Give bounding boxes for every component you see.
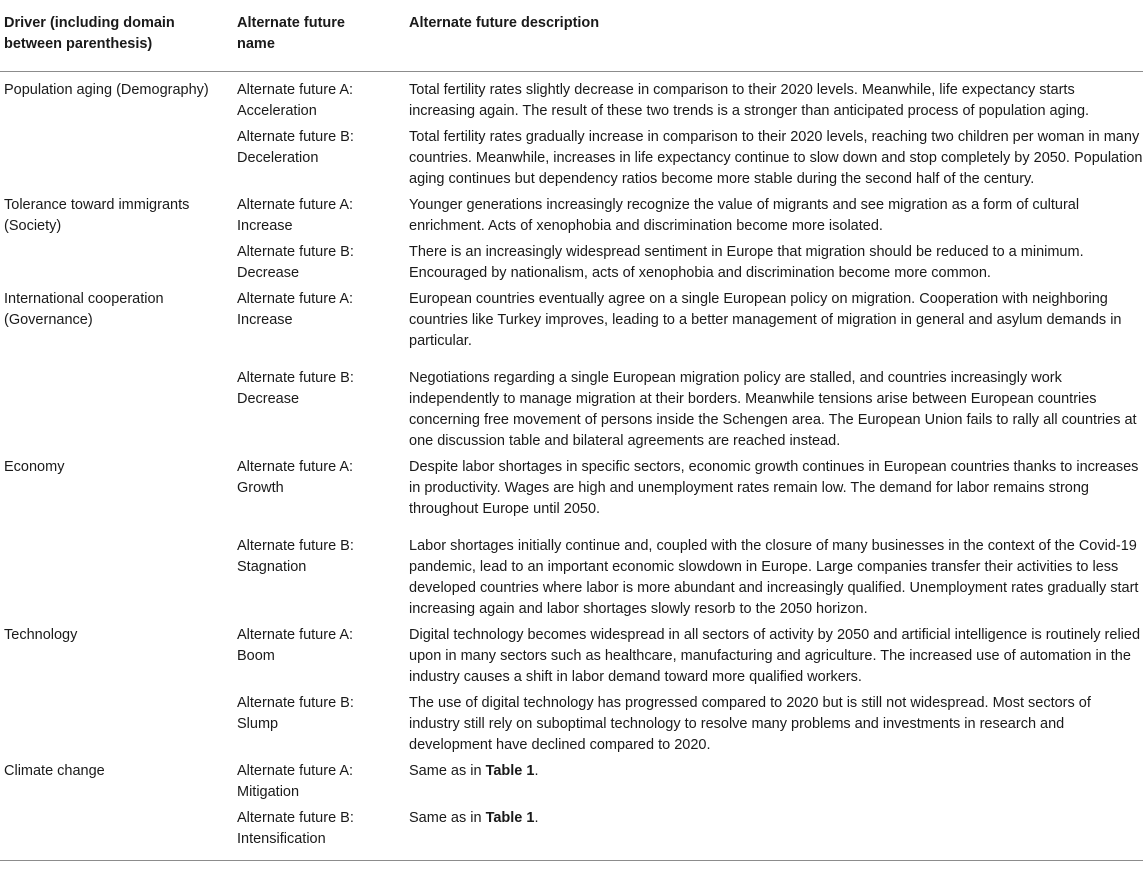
- header-name: Alternate future name: [233, 10, 405, 72]
- future-name-cell: Alternate future B: Decrease: [237, 370, 354, 407]
- future-name-cell: Alternate future B: Deceleration: [237, 129, 354, 166]
- table-1-reference-link[interactable]: Table 1: [485, 763, 535, 779]
- table-row: [0, 284, 1143, 352]
- future-name-cell: Alternate future A: Growth: [237, 459, 354, 496]
- future-name-cell: Alternate future A: Mitigation: [237, 763, 354, 800]
- driver-cell: Tolerance toward immigrants (Society): [4, 197, 190, 234]
- table-1-reference-link[interactable]: Table 1: [485, 810, 535, 826]
- driver-cell: International cooperation (Governance): [4, 291, 164, 328]
- driver-cell-empty: [0, 237, 233, 284]
- table-row: [0, 190, 1143, 237]
- table-row: [0, 620, 1143, 688]
- table-row: [0, 72, 1143, 123]
- driver-cell-empty: [0, 520, 233, 620]
- desc-prefix: Same as in: [409, 763, 486, 779]
- future-description-cell: Digital technology becomes widespread in all sectors of activity by 2050 and artificial intelligence is routinely relied upon in many sectors such as healthcare, manufacturing and agriculture. The increased use of automation in the industry causes a shift in labor demand toward more qualified workers.: [409, 627, 1141, 685]
- future-name-cell: Alternate future B: Decrease: [237, 244, 354, 281]
- future-description-cell: European countries eventually agree on a single European policy on migration. Cooperation with neighboring countries like Turkey improves, leading to a better management of migration in general and asylum demands in particular.: [409, 291, 1122, 349]
- driver-cell: Economy: [4, 459, 65, 475]
- desc-suffix: .: [534, 810, 539, 826]
- alternate-futures-table: [0, 10, 1143, 861]
- desc-prefix: Same as in: [409, 810, 486, 826]
- table-row: [0, 352, 1143, 452]
- future-description-cell: Despite labor shortages in specific sectors, economic growth continues in European countries thanks to increases in productivity. Wages are high and unemployment rates remain low. The demand for labor remains strong throughout Europe until 2050.: [409, 459, 1139, 517]
- header-driver: Driver (including domain between parenthesis): [0, 10, 233, 72]
- future-name-cell: Alternate future A: Acceleration: [237, 82, 354, 119]
- future-description-cell: Total fertility rates gradually increase in comparison to their 2020 levels, reaching two children per woman in many countries. Meanwhile, increases in life expectancy continue to slow down and stop completely by 2050. Population aging continues but dependency ratios become more stable during the second half of the century.: [409, 129, 1143, 187]
- future-description-cell: Labor shortages initially continue and, coupled with the closure of many businesses in the context of the Covid-19 pandemic, lead to an important economic slowdown in Europe. Large companies transfer their activities to less developed countries where labor is more abundant and increasingly qualified. Unemployment rates gradually start increasing again and labor shortages slowly resorb to the 2050 horizon.: [409, 538, 1139, 617]
- table-row: [0, 237, 1143, 284]
- future-description-cell: [405, 803, 1143, 861]
- table-row: [0, 756, 1143, 803]
- future-name-cell: Alternate future B: Intensification: [233, 803, 405, 861]
- table-row: [0, 520, 1143, 620]
- driver-cell-empty: [0, 688, 233, 756]
- driver-cell: Climate change: [4, 763, 105, 779]
- driver-cell-empty: [0, 352, 233, 452]
- driver-cell-empty: [0, 122, 233, 190]
- future-description-cell: [405, 756, 1143, 803]
- future-description-cell: Younger generations increasingly recognize the value of migrants and see migration as a form of cultural enrichment. Acts of xenophobia and discrimination become more isolated.: [409, 197, 1080, 234]
- table-row: [0, 452, 1143, 520]
- desc-suffix: .: [534, 763, 539, 779]
- driver-cell: Population aging (Demography): [4, 82, 209, 98]
- driver-cell-empty: [0, 803, 233, 861]
- future-description-cell: Total fertility rates slightly decrease in comparison to their 2020 levels. Meanwhile, life expectancy starts increasing again. The result of these two trends is a stronger than anticipated process of population aging.: [409, 82, 1090, 119]
- future-name-cell: Alternate future A: Increase: [237, 291, 354, 328]
- header-row: [0, 10, 1143, 72]
- future-name-cell: Alternate future B: Slump: [237, 695, 354, 732]
- future-name-cell: Alternate future A: Increase: [237, 197, 354, 234]
- table-row: [0, 122, 1143, 190]
- future-name-cell: Alternate future A: Boom: [237, 627, 354, 664]
- table-container: [0, 10, 1146, 884]
- table-row: [0, 803, 1143, 861]
- future-description-cell: There is an increasingly widespread sentiment in Europe that migration should be reduced to a minimum. Encouraged by nationalism, acts of xenophobia and discrimination become more common.: [409, 244, 1084, 281]
- header-description: Alternate future description: [405, 10, 1143, 72]
- driver-cell: Technology: [4, 627, 78, 643]
- future-description-cell: Negotiations regarding a single European migration policy are stalled, and countries increasingly work independently to manage migration at their borders. Meanwhile tensions arise between European countries concerning free movement of persons inside the Schengen area. The European Union fails to rally all countries at one discussion table and bilateral agreements are reached instead.: [409, 370, 1137, 449]
- future-name-cell: Alternate future B: Stagnation: [237, 538, 354, 575]
- table-row: [0, 688, 1143, 756]
- future-description-cell: The use of digital technology has progressed compared to 2020 but is still not widespread. Most sectors of industry still rely on suboptimal technology to resolve many problems and investments in research and development have declined compared to 2020.: [409, 695, 1091, 753]
